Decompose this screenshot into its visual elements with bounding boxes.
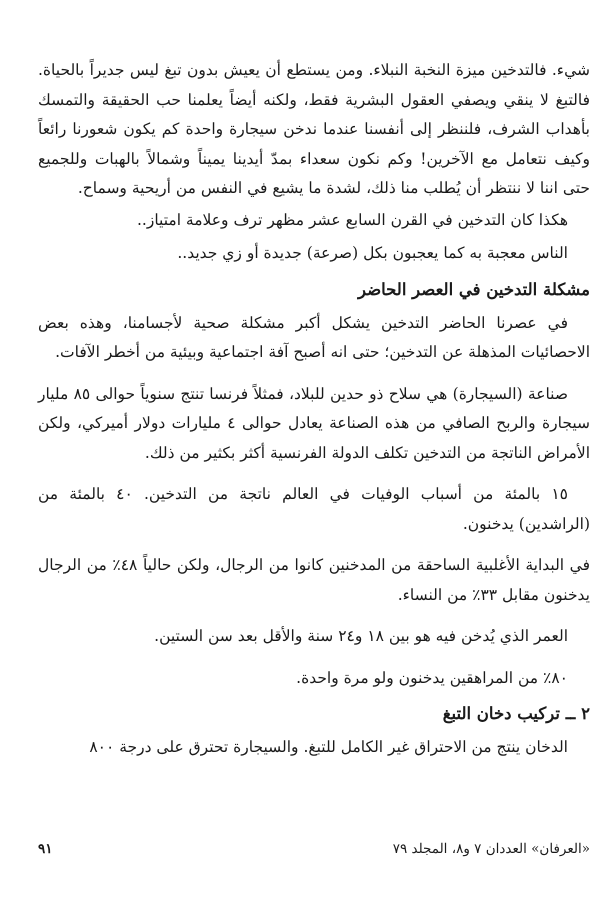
- heading-smoke-composition: ٢ ــ تركيب دخان التبغ: [442, 704, 590, 723]
- paragraph-age-range: العمر الذي يُدخن فيه هو بين ١٨ و٢٤ سنة والأقل بعد سن الستين.: [154, 627, 568, 645]
- paragraph-people-admire: الناس معجبة به كما يعجبون بكل (صرعة) جديدة أو زي جديد..: [177, 244, 568, 262]
- article-body: [38, 56, 590, 763]
- paragraph-nobility: شيء. فالتدخين ميزة النخبة النبلاء. ومن يستطع أن يعيش بدون تبغ ليس جديراً بالحياة. فالتبغ لا ينقي ويصفي العقول البشرية فقط، ولكنه أيضاً يعلمنا حب الحقيقة والتمسك بأهداب الشرف، فلننظر إلى أنفسنا عندما ندخن سيجارة واحدة كم يكون شعورنا رائعاً وكيف نتعامل مع الآخرين! وكم نكون سعداء بمدّ أيدينا يميناً وشمالاً بالهبات وللجميع حتى اننا لا ننتظر أن يُطلب منا ذلك، لشدة ما يشيع في النفس من أريحية وسماح.: [38, 61, 590, 197]
- paragraph-cigarette-industry: صناعة (السيجارة) هي سلاح ذو حدين للبلاد، فمثلاً فرنسا تنتج سنوياً حوالى ٨٥ مليار سيجارة والربح الصافي من هذه الصناعة يعادل حوالى ٤ مليارات دولار أميركي، ولكن الأمراض الناتجة من التدخين تكلف الدولة الفرنسية أكثر بكثير من ذلك.: [38, 384, 591, 462]
- page-number: ٩١: [38, 841, 53, 857]
- paragraph-modern-era: في عصرنا الحاضر التدخين يشكل أكبر مشكلة صحية لأجسامنا، وهذه بعض الاحصائيات المذهلة عن التدخين؛ حتى انه أصبح آفة اجتماعية وبيئية من أخطر الآفات.: [38, 313, 590, 361]
- page-footer: [38, 838, 590, 860]
- heading-modern-problem: مشكلة التدخين في العصر الحاضر: [358, 279, 590, 299]
- paragraph-death-statistics: ١٥ بالمئة من أسباب الوفيات في العالم ناتجة من التدخين. ٤٠ بالمئة من (الراشدين) يدخنون.: [38, 485, 590, 533]
- paragraph-men-women: في البداية الأغلبية الساحقة من المدخنين كانوا من الرجال، ولكن حالياً ٤٨٪ من الرجال يدخنون مقابل ٣٣٪ من النساء.: [38, 556, 590, 604]
- journal-citation: «العرفان» العددان ٧ و٨، المجلد ٧٩: [392, 841, 590, 857]
- paragraph-teenagers: ٨٠٪ من المراهقين يدخنون ولو مرة واحدة.: [296, 668, 568, 687]
- paragraph-17th-century: هكذا كان التدخين في القرن السابع عشر مظهر ترف وعلامة امتياز..: [136, 210, 568, 229]
- paragraph-combustion: الدخان ينتج من الاحتراق غير الكامل للتبغ. والسيجارة تحترق على درجة ٨٠٠: [89, 738, 568, 756]
